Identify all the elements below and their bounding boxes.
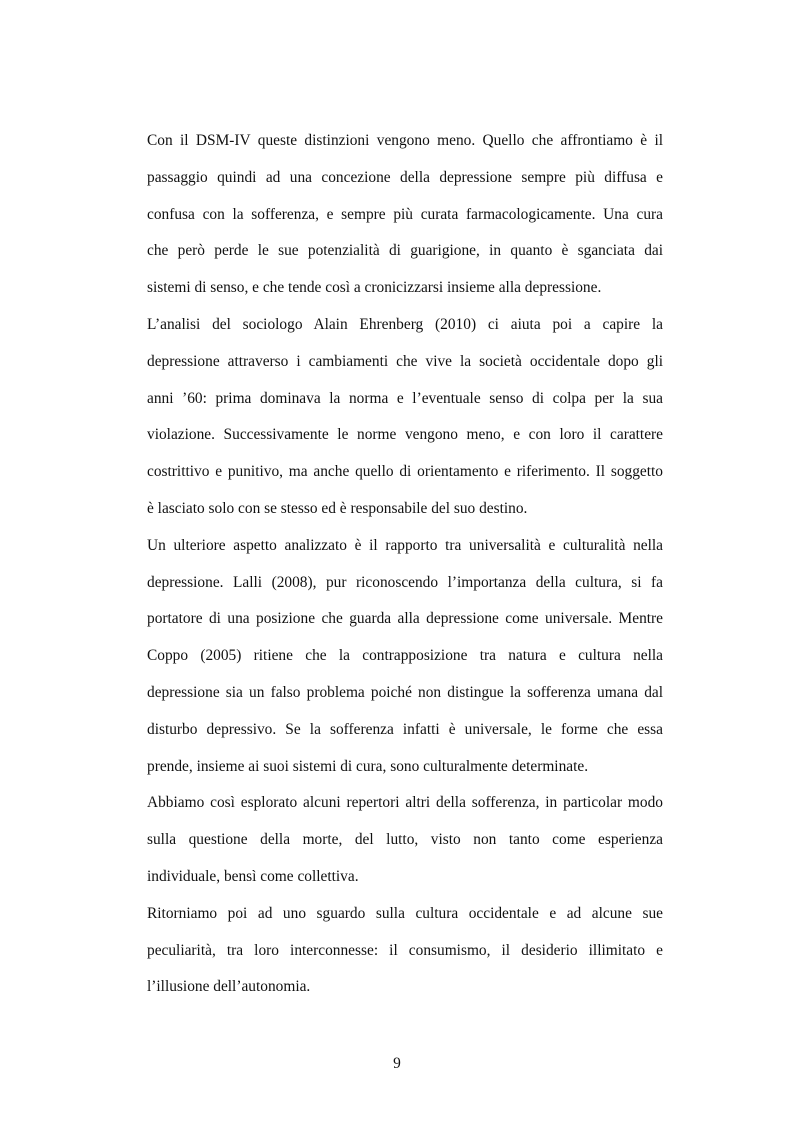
text-line: Ritorniamo poi ad uno sguardo sulla cultura occidentale e ad alcune sue <box>147 904 663 922</box>
text-line: depressione attraverso i cambiamenti che vive la società occidentale dopo gli <box>147 352 663 370</box>
text-line: L’analisi del sociologo Alain Ehrenberg (2010) ci aiuta poi a capire la <box>147 315 663 333</box>
paragraph-4 <box>147 785 663 895</box>
text-line: individuale, bensì come collettiva. <box>147 867 359 885</box>
text-line: che però perde le sue potenzialità di guarigione, in quanto è sganciata dai <box>147 242 663 260</box>
text-line: passaggio quindi ad una concezione della depressione sempre più diffusa e <box>147 168 663 186</box>
paragraph-3 <box>147 528 663 786</box>
text-line: Abbiamo così esplorato alcuni repertori altri della sofferenza, in particolar modo <box>147 794 663 812</box>
text-line: depressione sia un falso problema poiché non distingue la sofferenza umana dal <box>147 683 663 701</box>
text-line: disturbo depressivo. Se la sofferenza infatti è universale, le forme che essa <box>147 720 663 738</box>
text-line: Un ulteriore aspetto analizzato è il rapporto tra universalità e culturalità nella <box>147 536 663 554</box>
text-line: portatore di una posizione che guarda alla depressione come universale. Mentre <box>147 610 663 628</box>
body-text <box>147 123 663 1006</box>
paragraph-1 <box>147 123 663 307</box>
text-line: sulla questione della morte, del lutto, visto non tanto come esperienza <box>147 831 663 849</box>
text-line: l’illusione dell’autonomia. <box>147 978 311 996</box>
text-line: Coppo (2005) ritiene che la contrapposizione tra natura e cultura nella <box>147 647 663 665</box>
text-line: prende, insieme ai suoi sistemi di cura, sono culturalmente determinate. <box>147 757 589 775</box>
text-line: violazione. Successivamente le norme vengono meno, e con loro il carattere <box>147 426 663 444</box>
text-line: costrittivo e punitivo, ma anche quello di orientamento e riferimento. Il soggetto <box>147 463 663 481</box>
page-number: 9 <box>393 1055 401 1072</box>
paragraph-2 <box>147 307 663 528</box>
text-line: peculiarità, tra loro interconnesse: il consumismo, il desiderio illimitato e <box>147 941 663 959</box>
text-line: anni ’60: prima dominava la norma e l’eventuale senso di colpa per la sua <box>147 389 663 407</box>
text-line: è lasciato solo con se stesso ed è responsabile del suo destino. <box>147 499 528 517</box>
text-line: depressione. Lalli (2008), pur riconoscendo l’importanza della cultura, si fa <box>147 573 663 591</box>
text-line: confusa con la sofferenza, e sempre più curata farmacologicamente. Una cura <box>147 205 663 223</box>
text-line: sistemi di senso, e che tende così a cronicizzarsi insieme alla depressione. <box>147 279 602 297</box>
paragraph-5 <box>147 896 663 1006</box>
text-line: Con il DSM-IV queste distinzioni vengono meno. Quello che affrontiamo è il <box>147 132 663 149</box>
